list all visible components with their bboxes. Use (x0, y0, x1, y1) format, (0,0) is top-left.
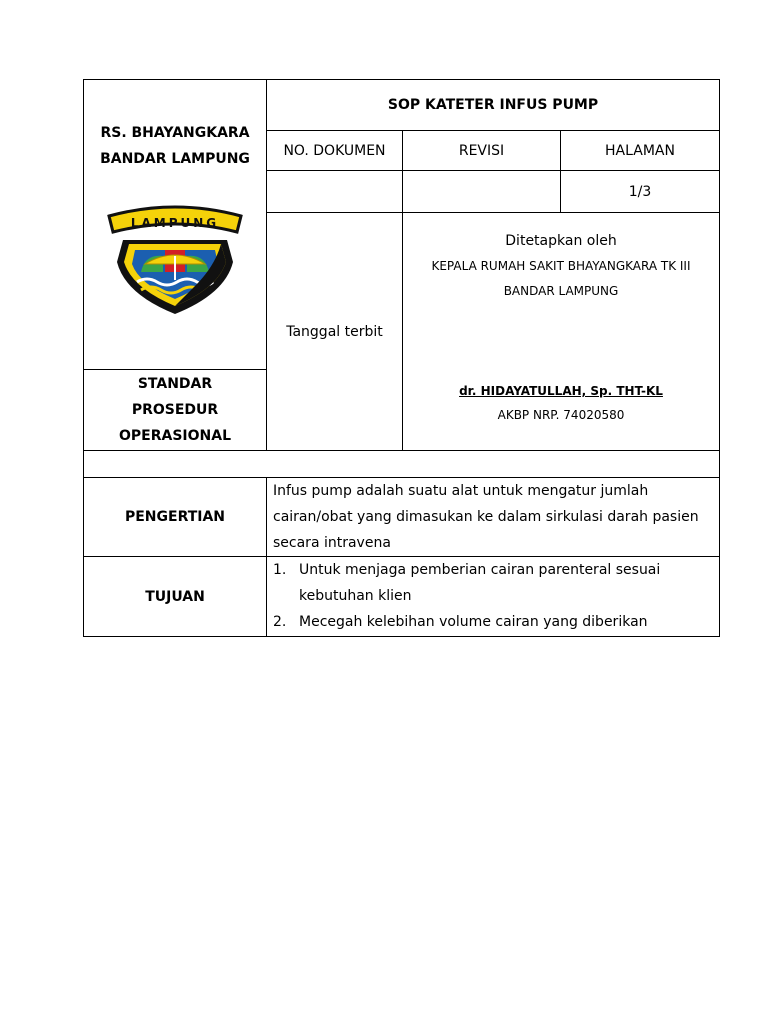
col-halaman: HALAMAN (561, 131, 720, 171)
doctor-name: dr. HIDAYATULLAH, Sp. THT-KL (459, 384, 663, 398)
tujuan-label: TUJUAN (84, 557, 267, 637)
val-halaman: 1/3 (561, 171, 720, 213)
doc-title: SOP KATETER INFUS PUMP (387, 97, 599, 113)
col-no-dokumen: NO. DOKUMEN (267, 131, 403, 171)
tujuan-item-1-line1: Untuk menjaga pemberian cairan parenteral sesuai (299, 562, 661, 578)
kepala-line1: KEPALA RUMAH SAKIT BHAYANGKARA TK III (431, 259, 691, 273)
kepala-line2: BANDAR LAMPUNG (503, 284, 619, 298)
tujuan-item-1-num: 1. (273, 562, 287, 578)
pengertian-content (267, 478, 720, 557)
doc-title-cell (267, 80, 720, 131)
tujuan-item-1-line2: kebutuhan klien (299, 588, 412, 604)
pengertian-line2: cairan/obat yang dimasukan ke dalam sirkulasi darah pasien (273, 509, 699, 525)
tujuan-list (267, 557, 719, 635)
police-lampung-logo (84, 202, 266, 317)
sop-table (83, 79, 720, 637)
col-revisi: REVISI (403, 131, 561, 171)
standar-line3: OPERASIONAL (118, 428, 231, 444)
ditetapkan-cell (403, 213, 720, 451)
institution-name-line1: RS. BHAYANGKARA (100, 125, 250, 141)
tanggal-terbit-label: Tanggal terbit (286, 323, 383, 340)
pengertian-label: PENGERTIAN (84, 478, 267, 557)
logo-emblem-icon (105, 202, 245, 317)
logo-banner-text: LAMPUNG (130, 216, 220, 230)
spacer-row (84, 451, 720, 478)
standar-line2: PROSEDUR (131, 402, 219, 418)
tujuan-item-2-num: 2. (273, 614, 287, 630)
tujuan-content (267, 557, 720, 637)
standar-cell (84, 370, 267, 451)
pengertian-line3: secara intravena (273, 535, 391, 551)
institution-cell (84, 80, 267, 370)
pengertian-line1: Infus pump adalah suatu alat untuk mengatur jumlah (273, 483, 649, 499)
tujuan-item-2-line1: Mecegah kelebihan volume cairan yang diberikan (299, 614, 648, 630)
institution-name-line2: BANDAR LAMPUNG (100, 151, 250, 167)
standar-line1: STANDAR (137, 376, 213, 392)
ditetapkan-label: Ditetapkan oleh (505, 233, 617, 249)
doctor-nrp: AKBP NRP. 74020580 (497, 408, 625, 422)
tanggal-terbit-cell (267, 213, 403, 451)
val-revisi (403, 171, 561, 213)
list-item (267, 609, 713, 635)
val-no-dokumen (267, 171, 403, 213)
list-item (267, 557, 713, 609)
